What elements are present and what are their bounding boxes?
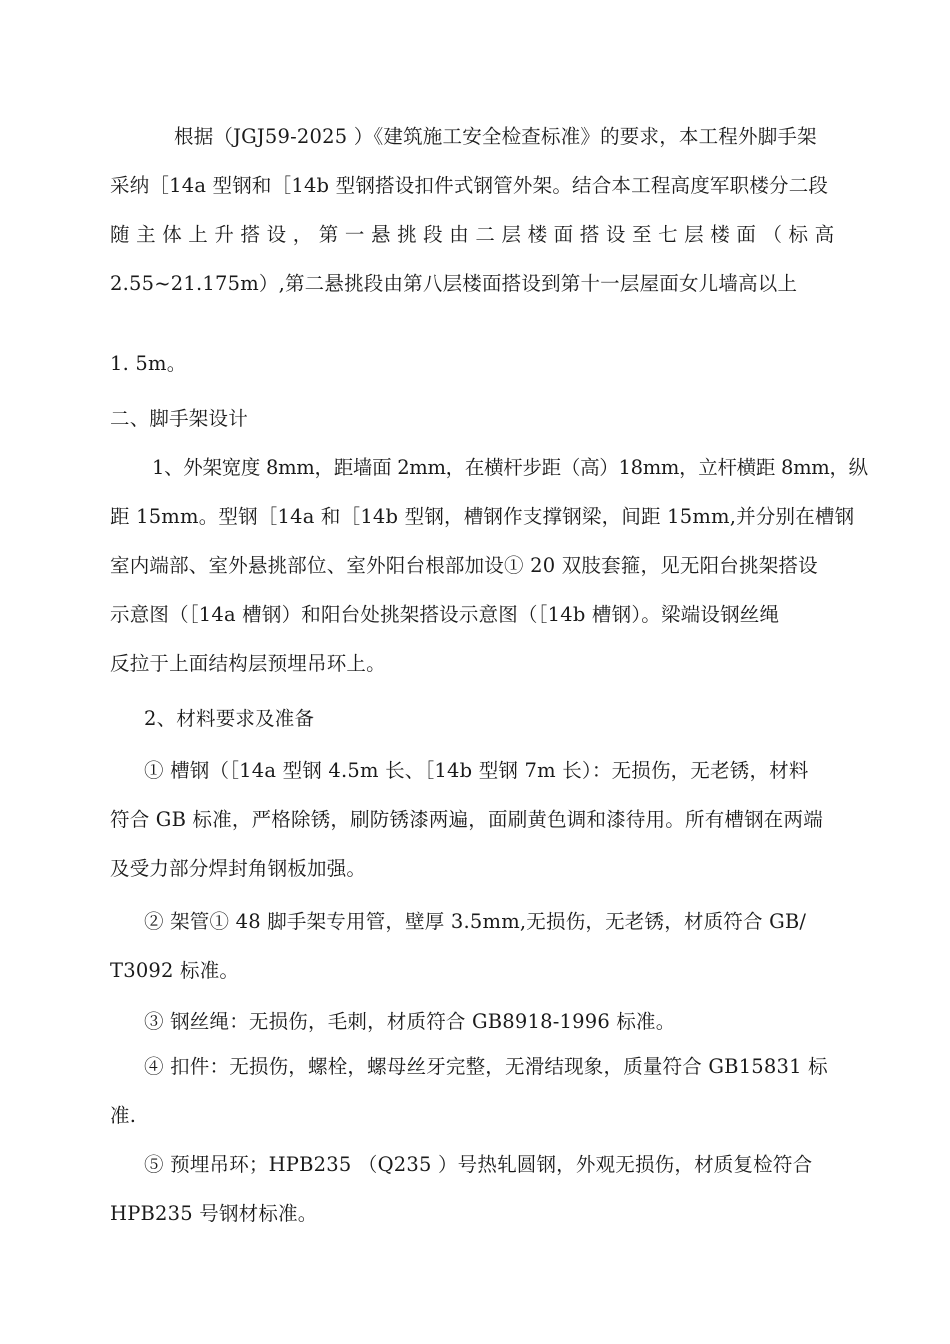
design-item-1 (110, 443, 872, 688)
intro-line-2: 采纳［14a 型钢和［14b 型钢搭设扣件式钢管外架。结合本工程高度军职楼分二段 (110, 174, 829, 197)
section-heading (110, 394, 872, 443)
material-5-line-2: HPB235 号钢材标准。 (110, 1202, 318, 1225)
material-3-line-1: ③ 钢丝绳：无损伤，毛刺，材质符合 GB8918-1996 标准。 (144, 1010, 676, 1033)
material-2-line-1: ② 架管① 48 脚手架专用管，壁厚 3.5mm,无损伤，无老锈，材质符合 GB/ (144, 910, 807, 933)
design-item-1-line-1: 1、外架宽度 8mm，距墙面 2mm，在横杆步距（高）18mm，立杆横距 8mm，纵 (152, 456, 868, 479)
material-4-line-1: ④ 扣件：无损伤，螺栓，螺母丝牙完整，无滑结现象，质量符合 GB15831 标 (144, 1055, 828, 1078)
design-item-1-line-5: 反拉于上面结构层预埋吊环上。 (110, 652, 386, 675)
material-2-line-2: T3092 标准。 (110, 959, 240, 982)
material-4-line-2: 准. (110, 1104, 137, 1127)
design-item-1-line-3: 室内端部、室外悬挑部位、室外阳台根部加设① 20 双肢套箍，见无阳台挑架搭设 (110, 554, 818, 577)
intro-line-4: 2.55~21.175m）,第二悬挑段由第八层楼面搭设到第十一层屋面女儿墙高以上 (110, 272, 798, 295)
intro-line-1: 根据（JGJ59-2025 ）《建筑施工安全检查标准》的要求，本工程外脚手架 (174, 125, 817, 148)
material-3 (110, 997, 872, 1046)
material-1 (110, 746, 872, 893)
section-heading-text: 二、脚手架设计 (110, 407, 248, 430)
design-item-1-line-4: 示意图（［14a 槽钢）和阳台处挑架搭设示意图（［14b 槽钢）。梁端设钢丝绳 (110, 603, 780, 626)
material-1-line-3: 及受力部分焊封角钢板加强。 (110, 857, 367, 880)
material-4 (110, 1042, 872, 1140)
intro-tail-text: 1. 5m。 (110, 352, 187, 375)
intro-tail (110, 339, 872, 388)
materials-heading-text: 2、材料要求及准备 (144, 707, 315, 730)
intro-paragraph (110, 112, 872, 308)
materials-heading (110, 694, 872, 743)
design-item-1-line-2: 距 15mm。型钢［14a 和［14b 型钢，槽钢作支撑钢梁，间距 15mm,并分别在槽钢 (110, 505, 855, 528)
material-2 (110, 897, 872, 995)
material-5 (110, 1140, 872, 1238)
material-1-line-1: ① 槽钢（［14a 型钢 4.5m 长、［14b 型钢 7m 长）：无损伤，无老锈，材料 (144, 759, 809, 782)
material-5-line-1: ⑤ 预埋吊环；HPB235 （Q235 ）号热轧圆钢，外观无损伤，材质复检符合 (144, 1153, 813, 1176)
intro-line-3: 随 主 体 上 升 搭 设 ， 第 一 悬 挑 段 由 二 层 楼 面 搭 设 至 七 层 楼 面 （ 标 高 (110, 223, 835, 246)
material-1-line-2: 符合 GB 标准，严格除锈，刷防锈漆两遍，面刷黄色调和漆待用。所有槽钢在两端 (110, 808, 823, 831)
